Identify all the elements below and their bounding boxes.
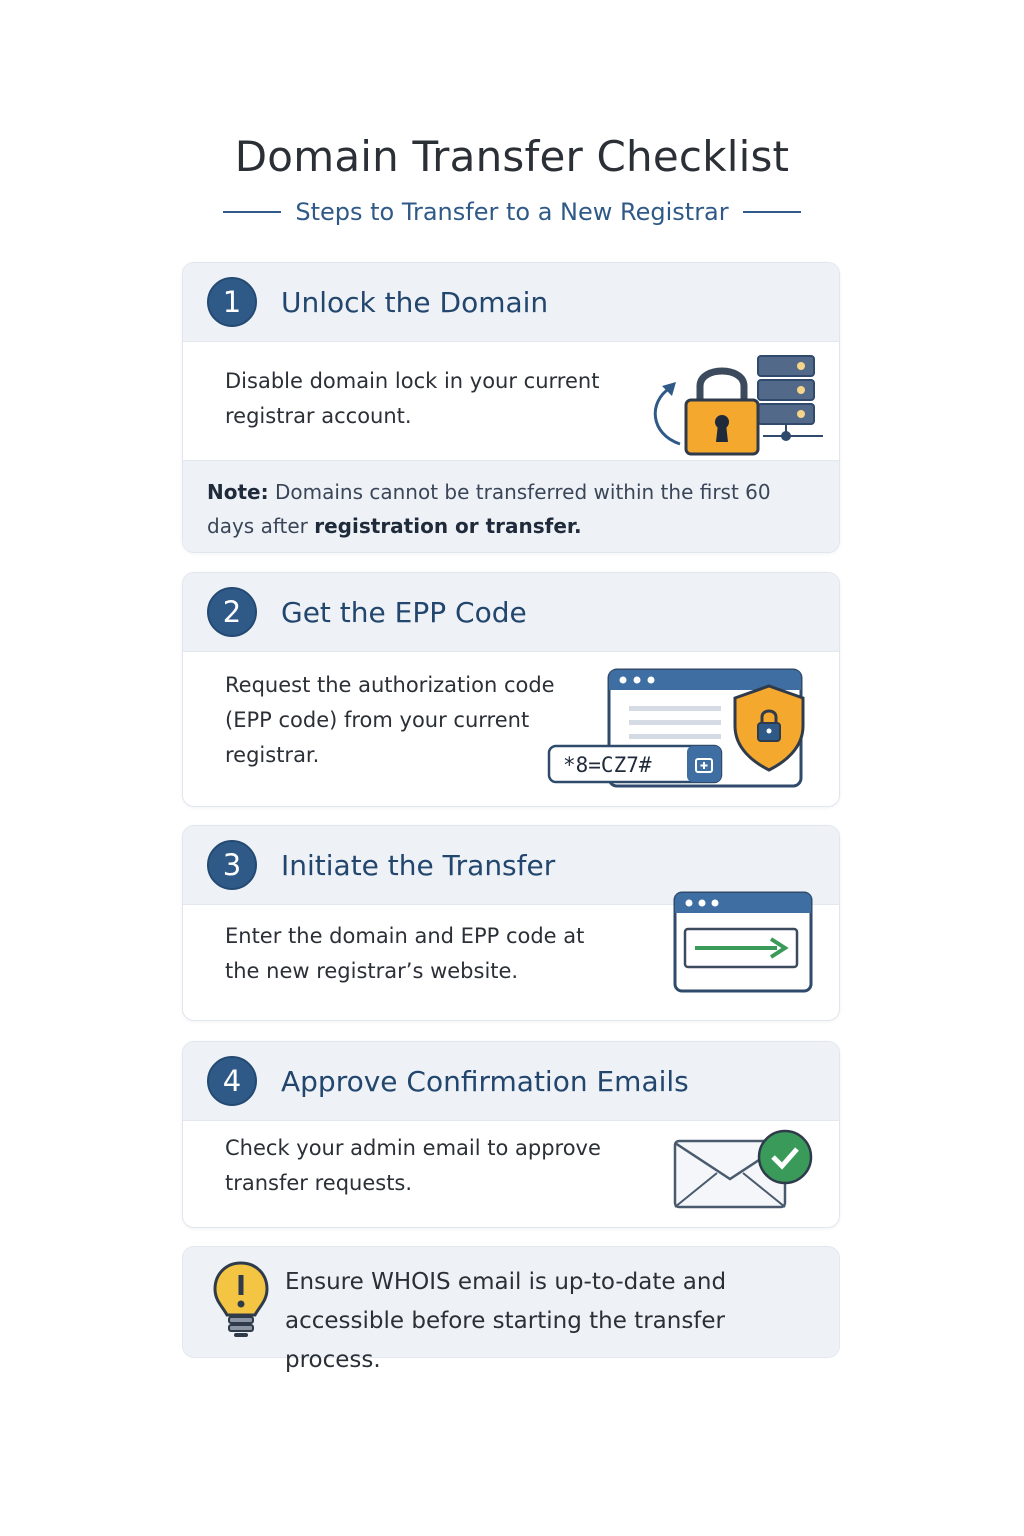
step-card-1 — [182, 262, 840, 553]
page-subtitle: Steps to Transfer to a New Registrar — [295, 198, 729, 226]
step-body-3 — [183, 905, 839, 1021]
subtitle-divider-right — [743, 211, 801, 213]
subtitle-divider-left — [223, 211, 281, 213]
note-text: Domains cannot be transferred within the first 60 days after — [207, 480, 771, 538]
step-header-2 — [183, 573, 839, 652]
step-header-1 — [183, 263, 839, 342]
step-card-3 — [182, 825, 840, 1021]
step-description: Enter the domain and EPP code at the new registrar’s website. — [225, 924, 585, 983]
browser-arrow-icon — [669, 889, 829, 1001]
step-description: Request the authorization code (EPP code) from your current registrar. — [225, 673, 555, 767]
step-card-2 — [182, 572, 840, 807]
note-label: Note: — [207, 480, 269, 504]
subtitle-row — [0, 198, 1024, 226]
note-emphasis: registration or transfer. — [314, 514, 582, 538]
browser-shield-code-icon — [545, 664, 815, 794]
step-header-4 — [183, 1042, 839, 1121]
step-title: Approve Confirmation Emails — [281, 1064, 689, 1098]
step-number-badge: 2 — [207, 587, 257, 637]
step-number-badge: 1 — [207, 277, 257, 327]
step-body-2 — [183, 652, 839, 807]
epp-code-sample: *8=CZ7# — [563, 753, 652, 777]
step-body-4 — [183, 1121, 839, 1228]
step-body-1 — [183, 342, 839, 460]
step-number-badge: 4 — [207, 1056, 257, 1106]
step-description: Check your admin email to approve transfer requests. — [225, 1136, 601, 1195]
tip-box — [182, 1246, 840, 1373]
step-description: Disable domain lock in your current registrar account. — [225, 369, 600, 428]
step-number-badge: 3 — [207, 840, 257, 890]
step-card-4 — [182, 1041, 840, 1228]
step-title: Get the EPP Code — [281, 595, 527, 629]
padlock-server-icon — [648, 352, 828, 457]
step-note — [183, 460, 839, 553]
page-title: Domain Transfer Checklist — [234, 132, 790, 181]
step-title: Unlock the Domain — [281, 285, 549, 319]
tip-text: Ensure WHOIS email is up-to-date and accessible before starting the transfer process. — [285, 1269, 727, 1373]
step-title: Initiate the Transfer — [281, 848, 556, 882]
lightbulb-exclamation-icon — [211, 1259, 271, 1339]
envelope-check-icon — [669, 1127, 819, 1217]
